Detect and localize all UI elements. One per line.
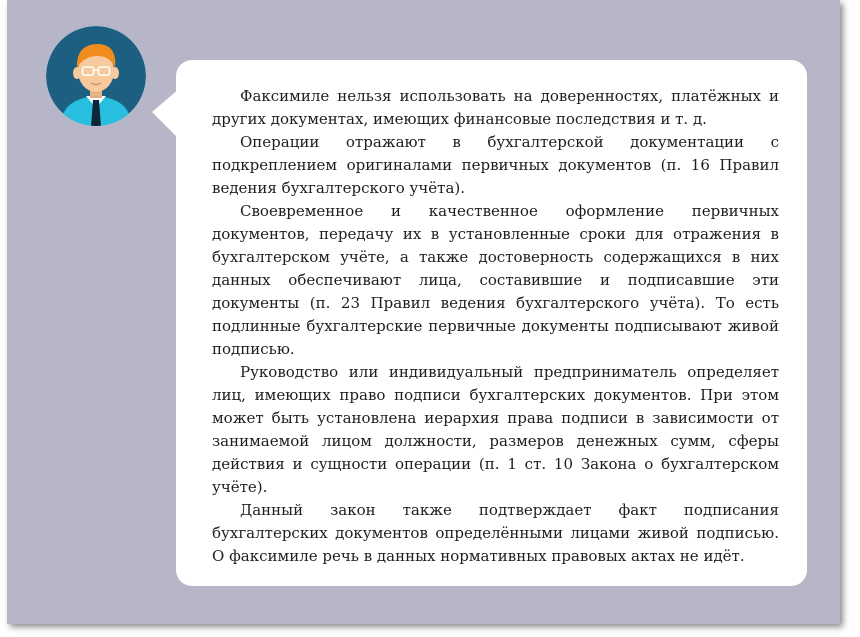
user-avatar-icon: [46, 26, 146, 126]
message-text: [212, 85, 779, 568]
speech-bubble: [176, 60, 807, 586]
message-paragraph: Руководство или индивидуальный предприниматель определяет лиц, имеющих право подписи бухгалтерских документов. При этом может быть установлена иерархия права подписи в зависимости от занимаемой лицом должности, размеров денежных сумм, сферы действия и сущности операции (п. 1 ст. 10 Закона о бухгалтерском учёте).: [212, 363, 779, 496]
message-paragraph: Данный закон также подтверждает факт подписания бухгалтерских документов определёнными лицами живой подписью. О факсимиле речь в данных нормативных правовых актах не идёт.: [212, 501, 779, 565]
user-avatar: [46, 26, 146, 126]
message-paragraph: Факсимиле нельзя использовать на доверенностях, платёжных и других документах, имеющих финансовые последствия и т. д.: [212, 87, 779, 128]
message-paragraph: Операции отражают в бухгалтерской документации с подкреплением оригиналами первичных документов (п. 16 Правил ведения бухгалтерского учёта).: [212, 133, 779, 197]
message-paragraph: Своевременное и качественное оформление первичных документов, передачу их в установленные сроки для отражения в бухгалтерском учёте, а также достоверность содержащихся в них данных обеспечивают лица, составившие и подписавшие эти документы (п. 23 Правил ведения бухгалтерского учёта). То есть подлинные бухгалтерские первичные документы подписывают живой подписью.: [212, 202, 779, 358]
